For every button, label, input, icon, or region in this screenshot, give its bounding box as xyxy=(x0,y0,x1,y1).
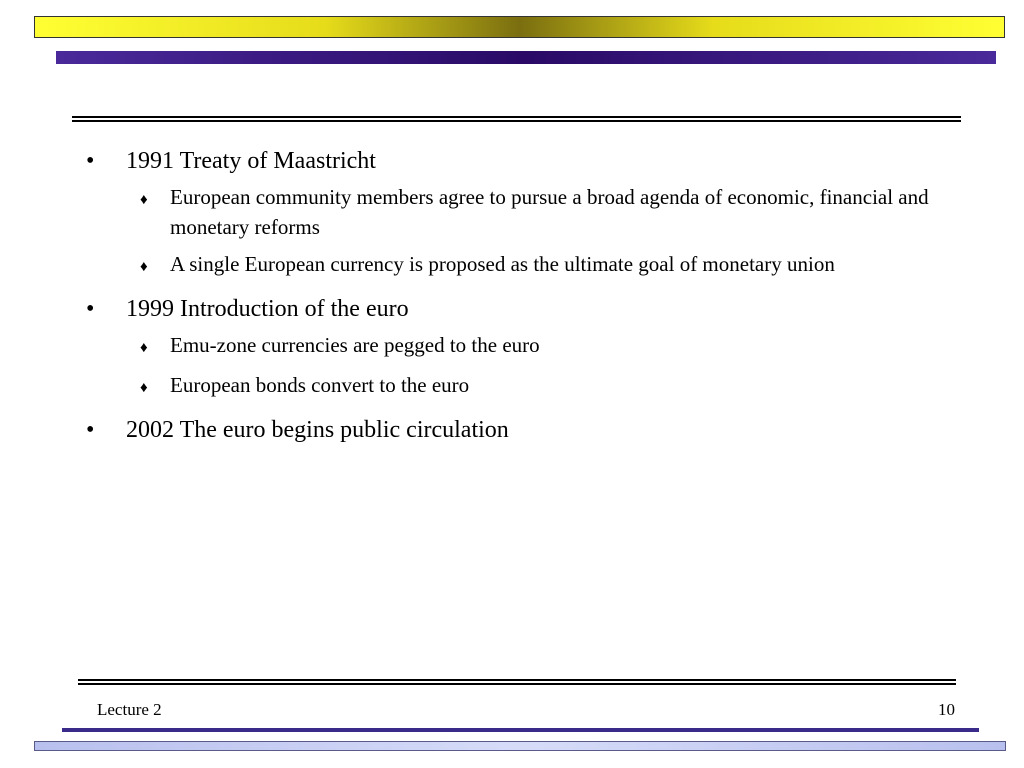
sub-bullet-text: European bonds convert to the euro xyxy=(170,373,470,397)
bullet-text: 1991 Treaty of Maastricht xyxy=(126,148,376,174)
sub-bullet-list xyxy=(80,330,940,403)
bullet-text: 1999 Introduction of the euro xyxy=(126,296,409,322)
bullet-icon: • xyxy=(86,417,95,443)
bullet-item xyxy=(80,294,940,324)
sub-bullet-text: European community members agree to pursue a broad agenda of economic, financial and monetary reforms xyxy=(170,185,929,239)
sub-bullet-text: A single European currency is proposed as the ultimate goal of monetary union xyxy=(170,252,835,276)
bottom-accent-bar xyxy=(62,728,979,732)
bottom-gradient-bar xyxy=(34,741,1006,751)
bullet-item xyxy=(80,146,940,176)
bullet-text: 2002 The euro begins public circulation xyxy=(126,417,509,443)
bullet-icon: • xyxy=(86,296,95,322)
sub-bullet-item xyxy=(140,182,940,242)
bullet-item xyxy=(80,415,940,445)
diamond-icon: ♦ xyxy=(140,259,148,275)
bottom-divider xyxy=(78,679,956,685)
footer-lecture-label: Lecture 2 xyxy=(97,700,162,719)
sub-bullet-text: Emu-zone currencies are pegged to the euro xyxy=(170,333,540,357)
sub-bullet-item xyxy=(140,370,940,403)
top-accent-bar xyxy=(56,51,996,64)
slide-body xyxy=(80,146,940,449)
sub-bullet-item xyxy=(140,330,940,363)
diamond-icon: ♦ xyxy=(140,380,148,396)
top-divider xyxy=(72,116,961,122)
top-gradient-bar xyxy=(34,16,1005,38)
sub-bullet-list xyxy=(80,182,940,282)
diamond-icon: ♦ xyxy=(140,340,148,356)
bullet-icon: • xyxy=(86,148,95,174)
sub-bullet-item xyxy=(140,249,940,282)
diamond-icon: ♦ xyxy=(140,192,148,208)
page-number: 10 xyxy=(938,700,955,719)
